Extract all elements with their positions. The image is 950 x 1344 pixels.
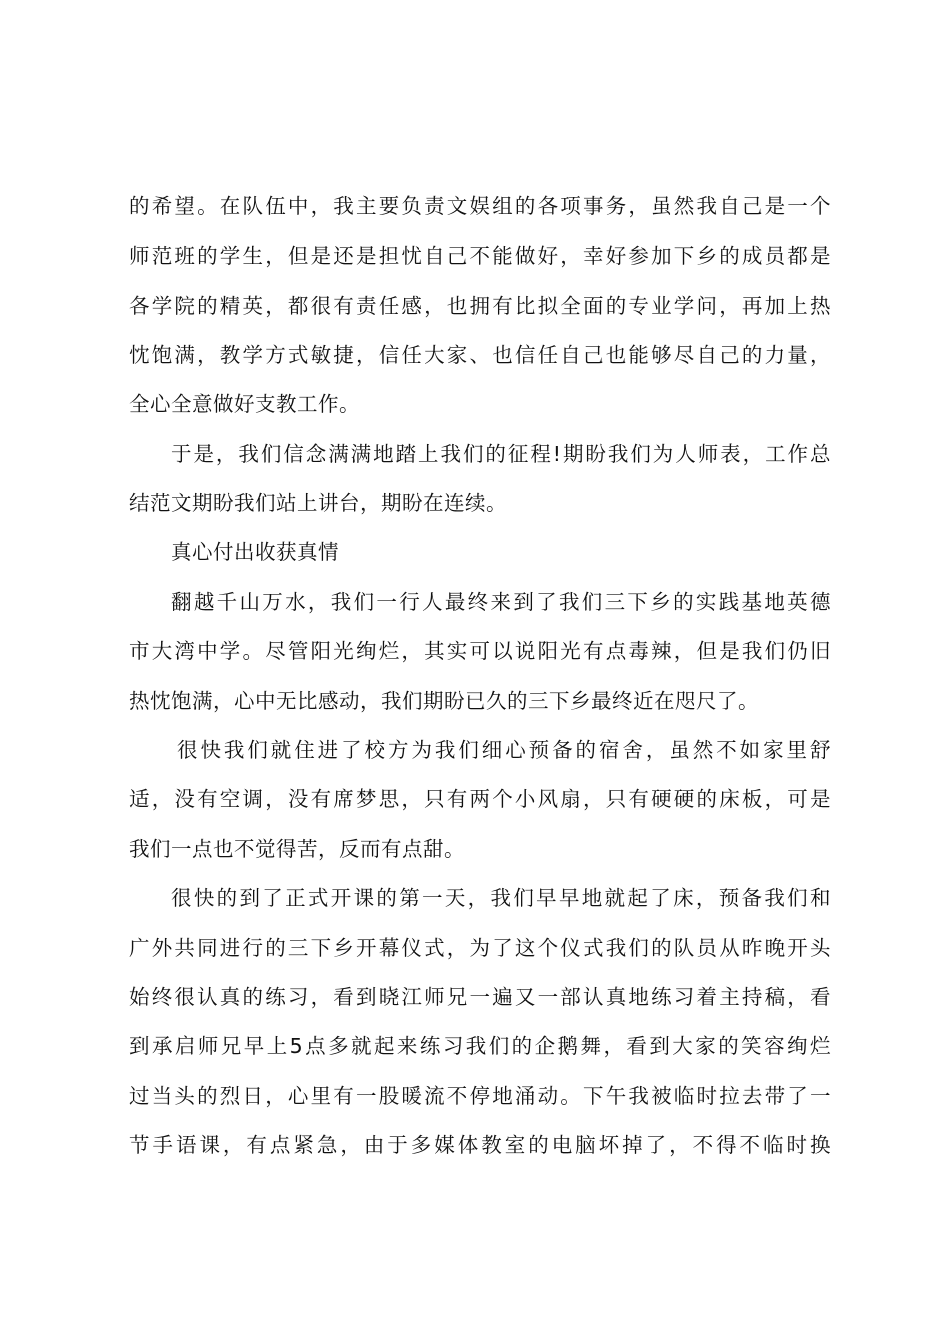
text-line-9: 翻越千山万水，我们一行人最终来到了我们三下乡的实践基地英德	[171, 590, 831, 614]
text-line-14: 我们一点也不觉得苦，反而有点甜。	[129, 837, 465, 861]
text-line-2: 师范班的学生，但是还是担忧自己不能做好，幸好参加下乡的成员都是	[129, 244, 831, 268]
text-line-18: 到承启师兄早上5点多就起来练习我们的企鹅舞，看到大家的笑容绚烂	[129, 1034, 831, 1058]
text-line-12: 很快我们就住进了校方为我们细心预备的宿舍，虽然不如家里舒	[177, 738, 831, 762]
text-line-20: 节手语课，有点紧急，由于多媒体教室的电脑坏掉了，不得不临时换	[129, 1133, 831, 1157]
text-line-1: 的希望。在队伍中，我主要负责文娱组的各项事务，虽然我自己是一个	[129, 194, 831, 218]
text-line-5: 全心全意做好支教工作。	[129, 392, 360, 416]
text-line-4: 忱饱满，教学方式敏捷，信任大家、也信任自己也能够尽自己的力量，	[129, 343, 831, 367]
text-line-3: 各学院的精英，都很有责任感，也拥有比拟全面的专业学问，再加上热	[129, 294, 831, 318]
text-line-10: 市大湾中学。尽管阳光绚烂，其实可以说阳光有点毒辣，但是我们仍旧	[129, 639, 831, 663]
text-line-15: 很快的到了正式开课的第一天，我们早早地就起了床，预备我们和	[171, 886, 831, 910]
text-line-11: 热忱饱满，心中无比感动，我们期盼已久的三下乡最终近在咫尺了。	[129, 689, 759, 713]
text-line-17: 始终很认真的练习，看到晓江师兄一遍又一部认真地练习着主持稿，看	[129, 985, 831, 1009]
text-line-13: 适，没有空调，没有席梦思，只有两个小风扇，只有硬硬的床板，可是	[129, 787, 831, 811]
text-line-7: 结范文期盼我们站上讲台，期盼在连续。	[129, 491, 507, 515]
section-heading: 真心付出收获真情	[171, 540, 339, 564]
text-line-6: 于是，我们信念满满地踏上我们的征程!期盼我们为人师表，工作总	[171, 442, 831, 466]
text-line-19: 过当头的烈日，心里有一股暖流不停地涌动。下午我被临时拉去带了一	[129, 1084, 831, 1108]
text-line-16: 广外共同进行的三下乡开幕仪式，为了这个仪式我们的队员从昨晚开头	[129, 936, 831, 960]
